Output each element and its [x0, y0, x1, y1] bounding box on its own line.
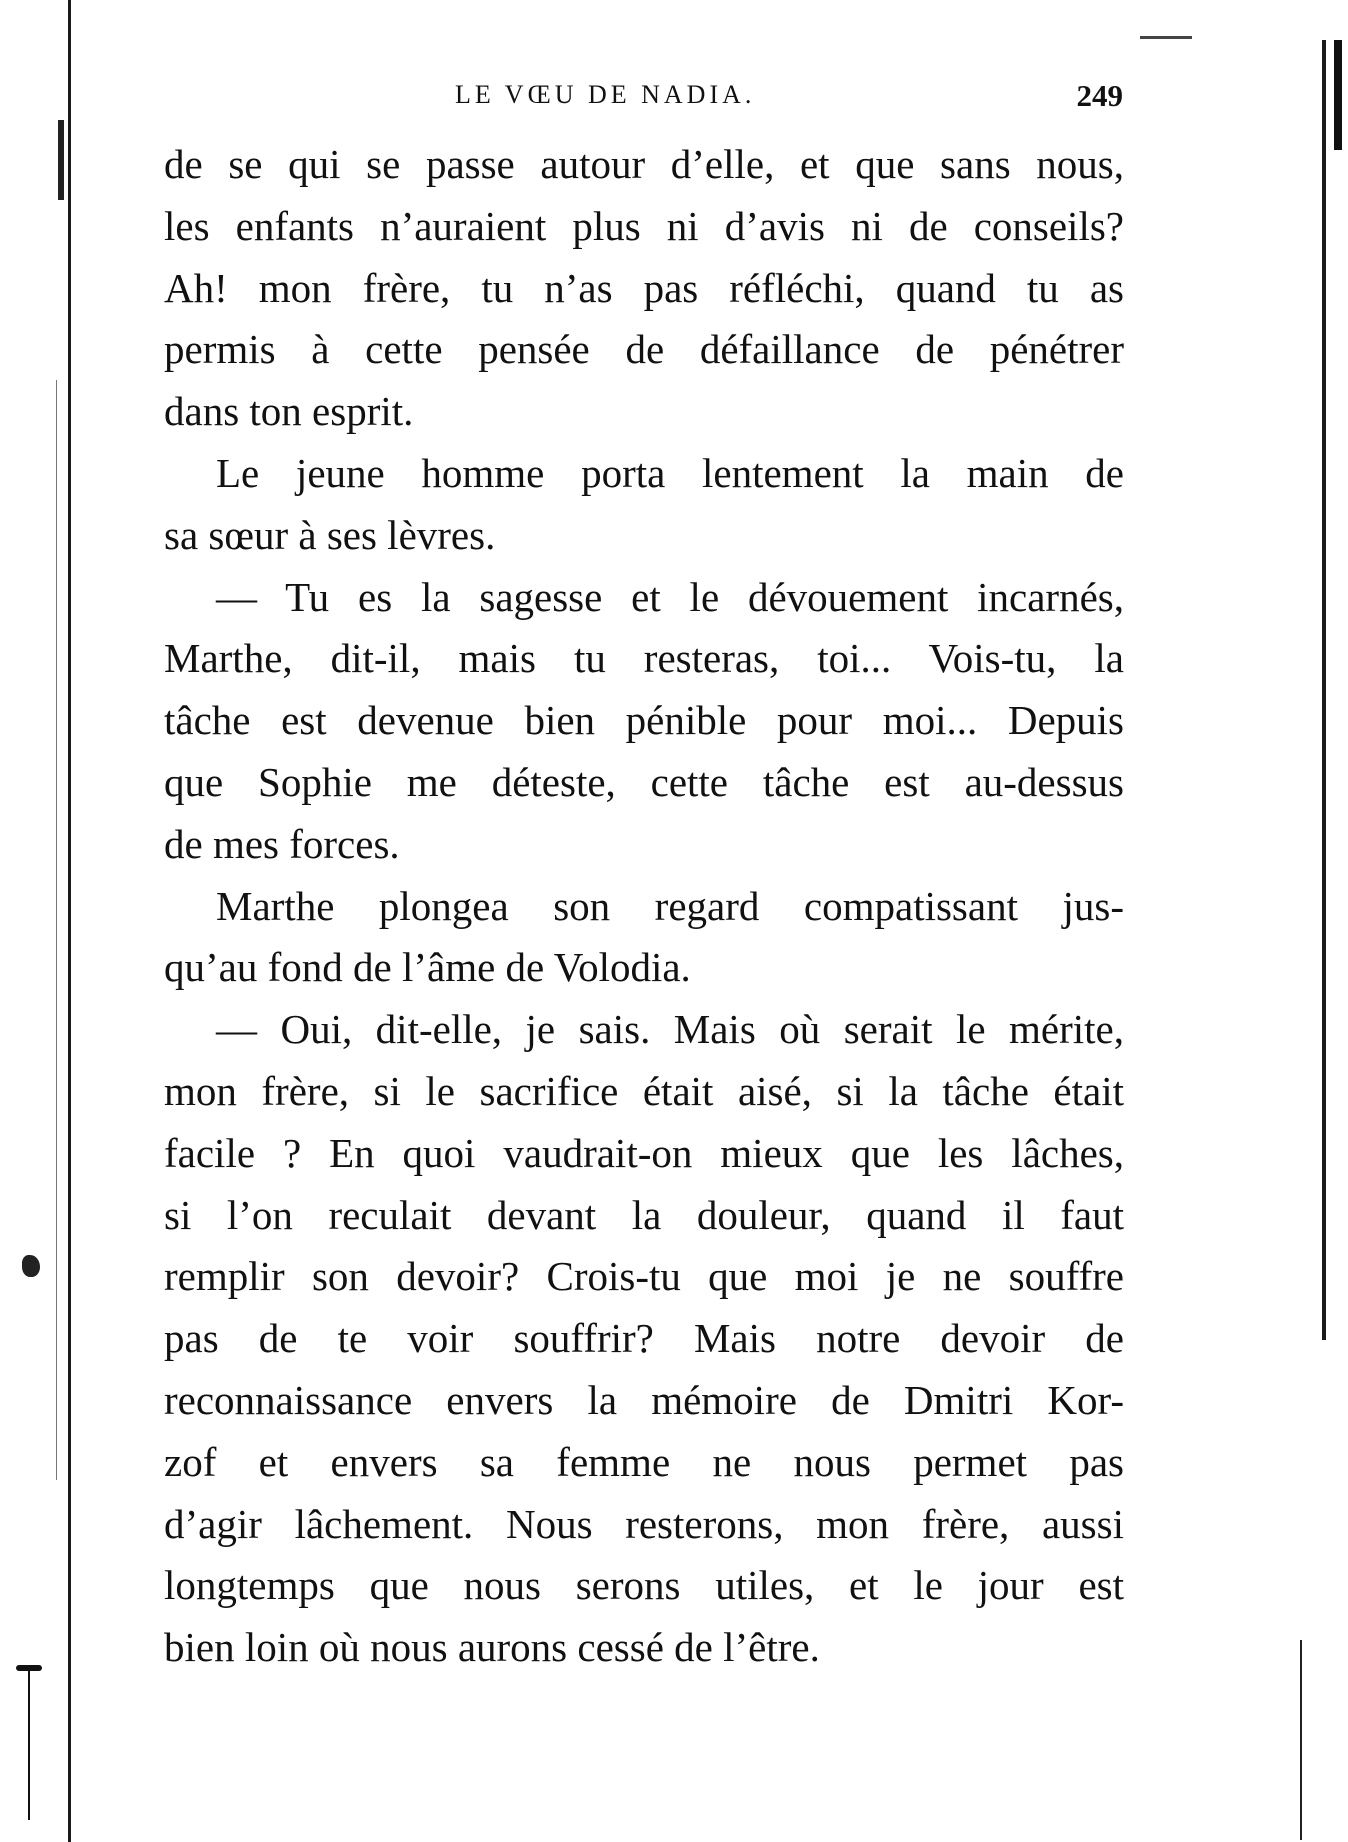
- text-line: qu’au fond de l’âme de Volodia.: [164, 944, 691, 991]
- page-edge-right-bottom: [1300, 1640, 1302, 1840]
- text-line: longtemps que nous serons utiles, et le jour est: [164, 1562, 1124, 1609]
- text-line: de mes forces.: [164, 820, 400, 867]
- text-line: que Sophie me déteste, cette tâche est au-dessus: [164, 758, 1124, 805]
- paragraph: [164, 999, 1124, 1679]
- page-edge-right: [1322, 40, 1326, 1340]
- text-line: Marthe, dit-il, mais tu resteras, toi... Vois-tu, la: [164, 635, 1124, 682]
- text-line: — Tu es la sagesse et le dévouement incarnés,: [216, 573, 1124, 620]
- running-title: LE VŒU DE NADIA.: [455, 80, 756, 109]
- text-line: de se qui se passe autour d’elle, et que sans nous,: [164, 141, 1124, 187]
- text-line: Marthe plongea son regard compatissant jus-: [216, 882, 1124, 929]
- paragraph: [164, 567, 1124, 876]
- text-line: Le jeune homme porta lentement la main de: [216, 449, 1124, 496]
- scan-artifact-tick: [1140, 36, 1192, 39]
- text-line: bien loin où nous aurons cessé de l’être.: [164, 1624, 820, 1671]
- text-line: permis à cette pensée de défaillance de pénétrer: [164, 326, 1124, 373]
- text-line: zof et envers sa femme ne nous permet pas: [164, 1438, 1124, 1485]
- text-line: facile ? En quoi vaudrait-on mieux que les lâches,: [164, 1129, 1124, 1176]
- margin-mark-bottom-left: [28, 1665, 30, 1820]
- text-line: dans ton esprit.: [164, 388, 414, 435]
- paragraph: [164, 443, 1124, 567]
- page-edge-left-thin: [56, 380, 57, 1480]
- body-text: [164, 134, 1124, 1679]
- ink-blot-mark: [22, 1255, 40, 1277]
- text-line: reconnaissance envers la mémoire de Dmitri Kor-: [164, 1376, 1124, 1423]
- running-header: [160, 78, 1135, 118]
- text-line: les enfants n’auraient plus ni d’avis ni de conseils?: [164, 202, 1124, 249]
- text-line: sa sœur à ses lèvres.: [164, 511, 496, 558]
- text-line: d’agir lâchement. Nous resterons, mon frère, aussi: [164, 1500, 1124, 1547]
- text-line: mon frère, si le sacrifice était aisé, si la tâche était: [164, 1067, 1124, 1114]
- text-line: tâche est devenue bien pénible pour moi... Depuis: [164, 697, 1124, 744]
- binding-mark-top-right: [1334, 40, 1342, 150]
- text-line: — Oui, dit-elle, je sais. Mais où serait le mérite,: [216, 1006, 1124, 1053]
- text-line: remplir son devoir? Crois-tu que moi je ne souffre: [164, 1253, 1124, 1300]
- binding-mark-top-left: [58, 120, 64, 200]
- text-line: pas de te voir souffrir? Mais notre devoir de: [164, 1315, 1124, 1362]
- paragraph: [164, 134, 1124, 443]
- page-number: 249: [1076, 78, 1123, 113]
- text-line: Ah! mon frère, tu n’as pas réfléchi, quand tu as: [164, 264, 1124, 311]
- page-edge-left: [68, 0, 71, 1842]
- paragraph: [164, 876, 1124, 1000]
- text-line: si l’on reculait devant la douleur, quand il faut: [164, 1191, 1124, 1238]
